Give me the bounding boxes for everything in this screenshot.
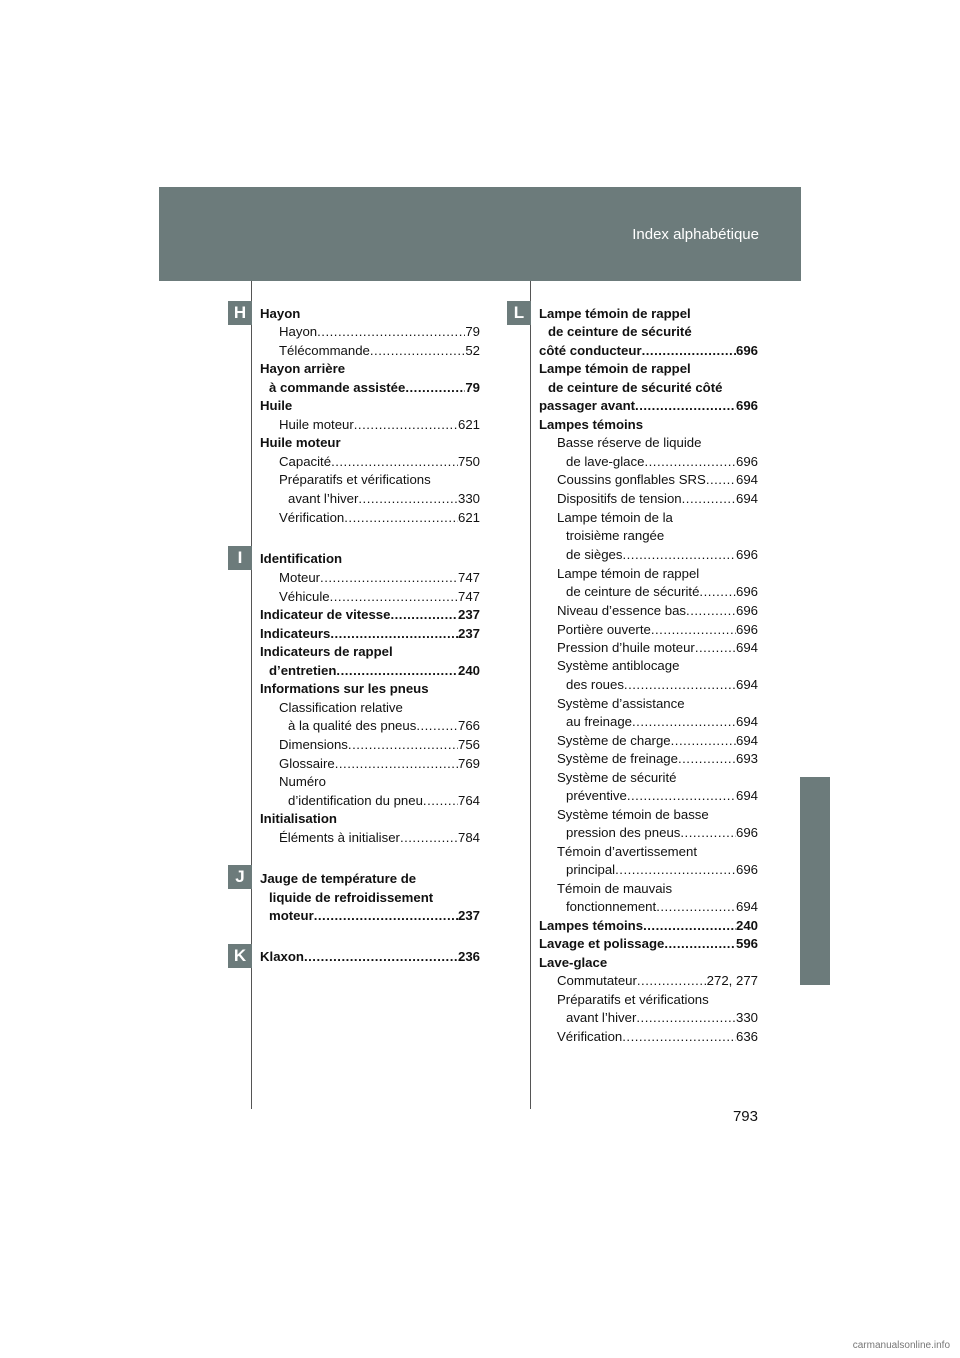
header-title: Index alphabétique [632,226,759,243]
index-entry: liquide de refroidissement [269,890,434,905]
index-entry-page: 237 [457,607,480,622]
dot-leader [644,453,736,472]
index-entry [288,792,480,811]
index-entry: Indicateurs de rappel [260,644,393,659]
index-entry: Système témoin de basse [557,807,709,822]
index-entry: Lampe témoin de rappel [557,566,700,581]
index-entry-page: 696 [735,622,758,637]
index-entry-page: 784 [457,830,480,845]
dot-leader [622,1028,736,1047]
index-entry [557,1028,758,1047]
index-entry: Jauge de température de [260,871,417,886]
index-entry-page: 52 [465,343,480,358]
index-entry [279,829,480,848]
index-entry: Lampe témoin de la [557,510,673,525]
index-entry: Initialisation [260,811,337,826]
header-bar [159,187,801,281]
index-entry-page: 747 [457,589,480,604]
index-entry: Système d’assistance [557,696,685,711]
index-entry [539,342,758,361]
index-entry-term: à la qualité des pneus [288,718,417,733]
index-entry-page: 756 [457,737,480,752]
index-entry-page: 696 [735,862,758,877]
index-entry-page: 694 [735,714,758,729]
dot-leader [632,713,736,732]
index-entry-term: Niveau d’essence bas [557,603,687,618]
index-entry: Préparatifs et vérifications [557,992,709,1007]
index-entry-page: 79 [465,380,480,395]
index-entry-page: 694 [735,899,758,914]
watermark: carmanualsonline.info [852,1340,950,1351]
index-entry-term: Capacité [279,454,332,469]
dot-leader [358,490,458,509]
dot-leader [330,588,458,607]
index-entry-page: 694 [735,472,758,487]
index-entry-page: 694 [735,677,758,692]
index-entry [269,379,480,398]
dot-leader [686,602,736,621]
index-entry [566,824,758,843]
index-entry [566,583,758,602]
index-entry-page: 696 [735,603,758,618]
dot-leader [651,621,736,640]
dot-leader [656,898,736,917]
index-entry: Système antiblocage [557,658,680,673]
index-entry [566,676,758,695]
dot-leader [320,569,458,588]
index-entry: Numéro [279,774,326,789]
index-entry-page: 621 [457,417,480,432]
index-entry: Lampes témoins [539,417,644,432]
index-entry-term: de ceinture de sécurité [566,584,700,599]
index-entry [557,972,758,991]
dot-leader [678,750,736,769]
dot-leader [637,972,707,991]
index-entry-page: 764 [457,793,480,808]
index-entry [557,471,758,490]
dot-leader [336,662,458,681]
index-entry [557,602,758,621]
dot-leader [624,676,736,695]
index-entry: Informations sur les pneus [260,681,429,696]
index-entry: Hayon [260,306,301,321]
index-entry-page: 696 [735,454,758,469]
dot-leader [695,639,736,658]
dot-leader [682,490,736,509]
index-entry [260,948,480,967]
index-entry [566,861,758,880]
index-entry-page: 330 [457,491,480,506]
index-entry-page: 636 [735,1029,758,1044]
dot-leader [636,1009,736,1028]
index-entry-term: principal [566,862,616,877]
dot-leader [304,948,458,967]
index-entry: Système de sécurité [557,770,677,785]
index-entry [557,732,758,751]
dot-leader [330,625,458,644]
letter-j-marker: J [228,865,252,889]
index-entry-term: au freinage [566,714,632,729]
dot-leader [370,342,465,361]
dot-leader [643,917,736,936]
index-entry [557,621,758,640]
index-entry-term: Pression d’huile moteur [557,640,695,655]
index-entry [279,736,480,755]
dot-leader [664,935,736,954]
index-entry-term: Lampes témoins [539,918,644,933]
index-entry-page: 694 [735,733,758,748]
index-entry-term: côté conducteur [539,343,642,358]
index-entry-term: Télécommande [279,343,370,358]
dot-leader [642,342,736,361]
index-entry [260,625,480,644]
dot-leader [405,379,465,398]
index-entry-term: fonctionnement [566,899,657,914]
index-entry-term: Glossaire [279,756,335,771]
index-entry [279,453,480,472]
index-entry-page: 750 [457,454,480,469]
index-entry-term: Lavage et polissage [539,936,665,951]
index-entry-term: pression des pneus [566,825,681,840]
dot-leader [354,416,458,435]
index-entry-term: Huile moteur [279,417,354,432]
index-entry-term: Éléments à initialiser [279,830,400,845]
page-number: 793 [732,1108,758,1125]
index-entry-term: de lave-glace [566,454,645,469]
index-entry-term: Dimensions [279,737,348,752]
index-entry [539,917,758,936]
index-entry-page: 769 [457,756,480,771]
index-entry: Hayon arrière [260,361,346,376]
index-entry-term: Klaxon [260,949,304,964]
index-entry [279,416,480,435]
index-entry: Lave-glace [539,955,608,970]
index-entry-page: 237 [457,908,480,923]
index-entry-term: Dispositifs de tension [557,491,682,506]
index-entry-term: Vérification [279,510,345,525]
index-entry [566,546,758,565]
dot-leader [699,583,736,602]
dot-leader [635,397,736,416]
index-entry [269,662,480,681]
index-entry-page: 696 [735,343,758,358]
index-entry: de ceinture de sécurité [548,324,692,339]
index-entry [279,509,480,528]
letter-h-marker: H [228,301,252,325]
index-entry-page: 240 [457,663,480,678]
index-entry [288,717,480,736]
index-entry: Classification relative [279,700,403,715]
section-thumb-tab [800,777,830,985]
index-entry-page: 696 [735,584,758,599]
index-entry [566,787,758,806]
index-entry-term: préventive [566,788,627,803]
dot-leader [348,736,458,755]
index-entry: Témoin d’avertissement [557,844,697,859]
index-entry [539,397,758,416]
index-entry-term: d’entretien [269,663,337,678]
column-divider-middle [530,281,531,1109]
index-entry-page: 621 [457,510,480,525]
index-entry-term: Système de freinage [557,751,678,766]
letter-k-marker: K [228,944,252,968]
index-entry-term: d’identification du pneu [288,793,423,808]
index-entry-term: Système de charge [557,733,671,748]
index-entry [279,755,480,774]
index-entry-term: à commande assistée [269,380,406,395]
index-entry: Préparatifs et vérifications [279,472,431,487]
index-entry: Huile moteur [260,435,341,450]
index-entry-term: Moteur [279,570,321,585]
index-entry: Huile [260,398,293,413]
dot-leader [680,824,736,843]
index-entry-term: des roues [566,677,624,692]
index-entry-term: Indicateur de vitesse [260,607,391,622]
index-entry-page: 596 [735,936,758,951]
column-divider-left [251,281,252,1109]
index-entry-page: 696 [735,398,758,413]
dot-leader [390,606,458,625]
index-entry: Basse réserve de liquide [557,435,702,450]
index-entry-page: 79 [465,324,480,339]
index-entry-page: 694 [735,640,758,655]
index-entry-term: avant l’hiver [288,491,359,506]
index-entry-term: Commutateur [557,973,637,988]
index-entry: Témoin de mauvais [557,881,673,896]
index-entry-term: Coussins gonflables SRS [557,472,706,487]
index-entry [279,323,480,342]
index-entry-page: 696 [735,547,758,562]
index-entry [566,453,758,472]
index-entry-term: Vérification [557,1029,623,1044]
dot-leader [622,546,736,565]
index-entry-term: moteur [269,908,314,923]
index-entry: Identification [260,551,343,566]
index-entry [260,606,480,625]
index-entry: Lampe témoin de rappel [539,306,691,321]
dot-leader [331,453,458,472]
dot-leader [416,717,458,736]
index-entry-page: 694 [735,788,758,803]
letter-l-marker: L [507,301,531,325]
dot-leader [400,829,458,848]
index-entry [566,1009,758,1028]
index-entry-page: 747 [457,570,480,585]
index-entry-page: 330 [735,1010,758,1025]
dot-leader [314,907,458,926]
index-entry-page: 237 [457,626,480,641]
index-entry: Lampe témoin de rappel [539,361,691,376]
dot-leader [627,787,736,806]
dot-leader [344,509,458,528]
index-entry [557,490,758,509]
dot-leader [615,861,736,880]
index-entry-term: Indicateurs [260,626,331,641]
index-entry-term: de sièges [566,547,623,562]
index-entry [557,639,758,658]
index-entry-page: 272, 277 [706,973,758,988]
index-entry-term: Portière ouverte [557,622,651,637]
index-entry [288,490,480,509]
index-entry-page: 693 [735,751,758,766]
index-entry-page: 236 [457,949,480,964]
dot-leader [423,792,458,811]
index-entry-term: Véhicule [279,589,330,604]
letter-i-marker: I [228,546,252,570]
index-entry-term: avant l’hiver [566,1010,637,1025]
dot-leader [335,755,458,774]
index-entry [566,713,758,732]
index-entry-page: 694 [735,491,758,506]
index-entry [279,569,480,588]
dot-leader [671,732,736,751]
index-entry-page: 766 [457,718,480,733]
index-entry-term: passager avant [539,398,636,413]
index-entry [269,907,480,926]
index-entry-page: 696 [735,825,758,840]
index-entry [539,935,758,954]
index-entry [279,588,480,607]
index-entry: de ceinture de sécurité côté [548,380,723,395]
index-entry [566,898,758,917]
dot-leader [317,323,465,342]
index-entry-page: 240 [735,918,758,933]
index-entry-term: Hayon [279,324,318,339]
dot-leader [706,471,736,490]
index-entry [557,750,758,769]
index-entry [279,342,480,361]
index-entry: troisième rangée [566,528,665,543]
